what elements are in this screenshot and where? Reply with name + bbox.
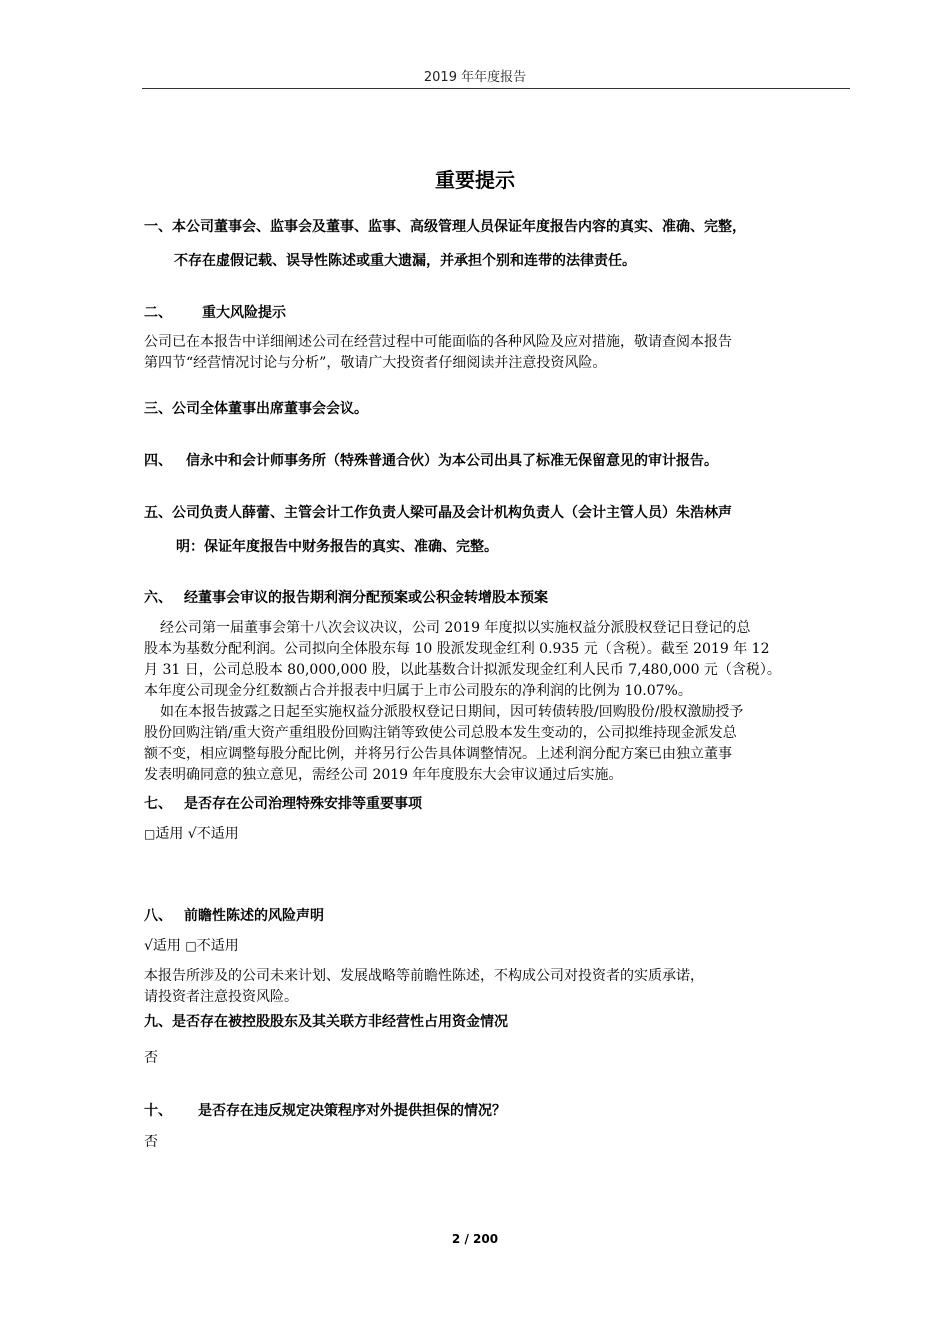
section-8-heading (144, 905, 850, 925)
section-1-line-2: 不存在虚假记载、误导性陈述或重大遗漏，并承担个别和连带的法律责任。 (174, 253, 636, 269)
section-6-line-3: 月 31 日，公司总股本 80,000,000 股，以此基数合计拟派发现金红利人民币 7,480,000 元（含税）。 (144, 662, 781, 678)
section-6-body (144, 618, 850, 786)
section-6-line-7: 额不变，相应调整每股分配比例，并将另行公告具体调整情况。上述利润分配方案已由独立董事 (144, 746, 732, 762)
page-header: 2019 年年度报告 (423, 70, 527, 85)
section-6-title: 经董事会审议的报告期利润分配预案或公积金转增股本预案 (184, 590, 548, 606)
section-7-heading (144, 793, 850, 813)
checkmark-icon: √ (187, 826, 197, 842)
section-6-line-8: 发表明确同意的独立意见，需经公司 2019 年年度股东大会审议通过后实施。 (144, 767, 623, 783)
section-10-title: 是否存在违反规定决策程序对外提供担保的情况？ (198, 1103, 506, 1119)
section-2-title: 重大风险提示 (202, 305, 286, 321)
section-7-options (144, 824, 850, 845)
section-8-title: 前瞻性陈述的风险声明 (184, 908, 324, 924)
section-6-line-4: 本年度公司现金分红数额占合并报表中归属于上市公司股东的净利润的比例为 10.07%。 (144, 683, 692, 699)
section-7-option-applicable: 适用 (155, 826, 184, 842)
section-10-answer: 否 (144, 1134, 158, 1150)
section-6-line-2: 股本为基数分配利润。公司拟向全体股东每 10 股派发现金红利 0.935 元（含税）。截至 2019 年 12 (144, 641, 770, 657)
section-6-line-5: 如在本报告披露之日起至实施权益分派股权登记日期间，因可转债转股/回购股份/股权激励授予 (160, 704, 744, 720)
section-6-number: 六、 (144, 590, 172, 606)
section-9-answer: 否 (144, 1050, 158, 1066)
section-2-body-line-1: 公司已在本报告中详细阐述公司在经营过程中可能面临的各种风险及应对措施，敬请查阅本报告 (144, 334, 732, 350)
page-title: 重要提示 (435, 168, 515, 192)
section-8-body-line-1: 本报告所涉及的公司未来计划、发展战略等前瞻性陈述，不构成公司对投资者的实质承诺， (144, 968, 704, 984)
page-number: 2 / 200 (451, 1232, 499, 1246)
section-8-options (144, 936, 850, 957)
header-divider (142, 88, 850, 89)
section-2-body-line-2: 第四节“经营情况讨论与分析”，敬请广大投资者仔细阅读并注意投资风险。 (144, 355, 607, 371)
section-5-line-2: 明：保证年度报告中财务报告的真实、准确、完整。 (176, 539, 498, 555)
section-2-number: 二、 (144, 305, 172, 321)
section-7-number: 七、 (144, 796, 172, 812)
section-6-heading (144, 587, 850, 607)
section-2-body (144, 332, 850, 374)
section-4-text: 信永中和会计师事务所（特殊普通合伙）为本公司出具了标准无保留意见的审计报告。 (186, 453, 718, 469)
section-7-title: 是否存在公司治理特殊安排等重要事项 (184, 796, 422, 812)
section-1-line-1: 一、本公司董事会、监事会及董事、监事、高级管理人员保证年度报告内容的真实、准确、完整， (144, 219, 746, 235)
section-4-number: 四、 (144, 453, 172, 469)
unchecked-box-icon: □ (144, 827, 156, 841)
section-7-option-not-applicable: 不适用 (196, 826, 239, 842)
section-8-body (144, 966, 850, 1008)
section-8-number: 八、 (144, 908, 172, 924)
unchecked-box-icon: □ (185, 939, 197, 953)
section-8-option-applicable: 适用 (152, 938, 181, 954)
section-4 (144, 450, 850, 470)
section-8-option-not-applicable: 不适用 (196, 938, 239, 954)
section-3: 三、公司全体董事出席董事会会议。 (144, 401, 368, 417)
section-2-heading (144, 302, 850, 322)
section-9-heading: 九、是否存在被控股股东及其关联方非经营性占用资金情况 (144, 1014, 508, 1030)
section-10-number: 十、 (144, 1103, 172, 1119)
section-8-body-line-2: 请投资者注意投资风险。 (144, 989, 298, 1005)
section-6-line-6: 股份回购注销/重大资产重组股份回购注销等致使公司总股本发生变动的，公司拟维持现金派发总 (144, 725, 737, 741)
section-10-heading (144, 1100, 850, 1120)
section-6-line-1: 经公司第一届董事会第十八次会议决议，公司 2019 年度拟以实施权益分派股权登记日登记的总 (160, 620, 751, 636)
section-5-line-1: 五、公司负责人薛蕾、主管会计工作负责人梁可晶及会计机构负责人（会计主管人员）朱浩林声 (144, 505, 732, 521)
checkmark-icon: √ (144, 938, 153, 954)
